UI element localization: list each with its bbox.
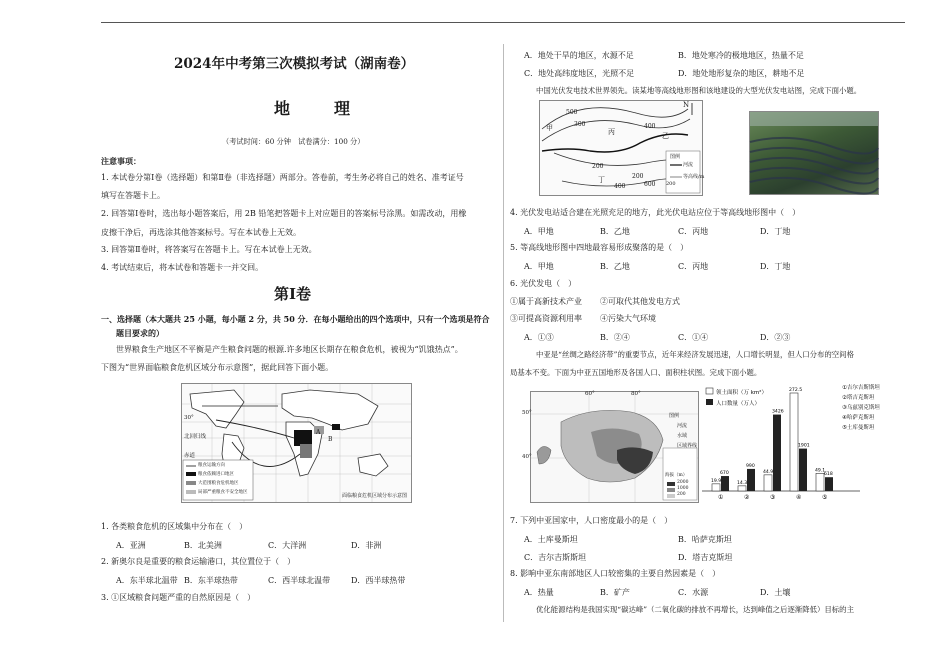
option: D．丁地: [760, 262, 791, 271]
country-name: ⑤土库曼斯坦: [842, 425, 875, 431]
lat-label: 50°: [522, 410, 532, 416]
question-stem: 7. 下列中亚国家中，人口密度最小的是（ ）: [510, 516, 673, 525]
lat-label: 30°: [184, 415, 194, 421]
bar-population-3: [773, 415, 781, 491]
passage-text: 世界粮食生产地区不平衡是产生粮食问题的根源.许多地区长期存在粮食危机，被视为“饥饿热点”。: [116, 345, 463, 354]
legend-crisis: 大范围粮食危机地区: [198, 481, 239, 486]
country-name: ②塔吉克斯坦: [842, 395, 875, 401]
place-label-yi: 乙: [662, 132, 669, 140]
legend-swatch-area: [706, 388, 713, 394]
legend-contour: 等高线/m: [683, 174, 705, 180]
legend-title: 图例: [670, 154, 681, 160]
option: B．乙地: [600, 227, 630, 236]
population-value-label: 3426: [772, 409, 784, 415]
legend-label-population: 人口数量（万人）: [716, 401, 761, 407]
legend-contour-value: 200: [666, 181, 676, 187]
category-label: ②: [744, 494, 750, 501]
note-line: 皮擦干净后，再选涂其他答案标号。写在本试卷上无效。: [101, 228, 301, 237]
question-stem: 5. 等高线地形图中四地最容易形成聚落的是（ ）: [510, 243, 689, 252]
world-food-crisis-map: [181, 383, 412, 503]
option: B．北美洲: [184, 541, 222, 550]
lat-label: 40°: [522, 454, 532, 460]
option: B．地处寒冷的极地地区，热量不足: [678, 51, 804, 60]
passage-text: 中亚是“丝绸之路经济带”的重要节点，近年来经济发展迅速，人口增长明显，但人口分布的空间格: [536, 350, 854, 359]
area-value-label: 19.9: [711, 478, 722, 484]
option: C．①④: [678, 333, 709, 342]
category-label: ①: [718, 494, 724, 501]
passage-text: 优化能源结构是我国实现“碳达峰”（二氧化碳的排放不再增长，达到峰值之后逐渐降低）目标的主: [536, 605, 854, 614]
option: A．甲地: [524, 227, 554, 236]
option: D．塔吉克斯坦: [678, 553, 733, 562]
question-stem: 6. 光伏发电（ ）: [510, 279, 577, 288]
question-stem: 8. 影响中亚东南部地区人口较密集的主要自然因素是（ ）: [510, 569, 721, 578]
country-name: ④哈萨克斯坦: [842, 415, 875, 421]
legend-river: 河流: [677, 423, 688, 429]
equator-label: 赤道: [184, 453, 196, 459]
tropic-label: 北回归线: [184, 434, 207, 440]
section-title: 第Ⅰ卷: [274, 285, 312, 303]
option: C．吉尔吉斯斯坦: [524, 553, 587, 562]
bar-area-2: [738, 486, 746, 491]
option: C．西半球北温带: [268, 576, 331, 585]
area-value-label: 14.3: [737, 480, 748, 486]
bar-population-2: [747, 469, 755, 491]
legend-river: 河流: [683, 162, 694, 168]
note-line: 1. 本试卷分第Ⅰ卷（选择题）和第Ⅱ卷（非选择题）两部分。答卷前，考生务必将自己的姓名、准考证号: [101, 173, 464, 182]
question-stem: 2. 新奥尔良是重要的粮食运输港口，其位置位于（ ）: [101, 557, 296, 566]
lon-label: 60°: [585, 391, 595, 397]
option: B．矿产: [600, 588, 630, 597]
note-line: 2. 回答第Ⅰ卷时，选出每小题答案后，用 2B 铅笔把答题卡上对应题目的答案标号涂黑。如需改动，用橡: [101, 209, 467, 218]
notes-heading: 注意事项：: [101, 156, 141, 166]
option: A．甲地: [524, 262, 554, 271]
legend-transport: 粮食运输方向: [198, 463, 225, 468]
statement: ①属于高新技术产业: [510, 297, 582, 306]
population-value-label: 618: [824, 472, 833, 478]
exam-title: 2024年中考第三次模拟考试（湖南卷）: [174, 56, 415, 72]
category-label: ④: [796, 494, 802, 501]
option: B．东半球热带: [184, 576, 238, 585]
bar-population-4: [799, 449, 807, 491]
option: C．丙地: [678, 227, 709, 236]
area-value-label: 49.1: [815, 468, 826, 474]
region-label-a: A: [316, 429, 321, 436]
question-stem: 3. ①区域粮食问题严重的自然原因是（ ）: [101, 593, 256, 602]
question-stem: 4. 光伏发电站适合建在光照充足的地方，此光伏电站应位于等高线地形图中（ ）: [510, 208, 801, 217]
column-divider: [503, 44, 504, 622]
option: C．地处高纬度地区，光照不足: [524, 69, 635, 78]
passage-text: 中国光伏发电技术世界领先。读某地等高线地形图和该地建设的大型光伏发电站图，完成下面小题。: [536, 86, 862, 95]
elevation-label: 200: [632, 173, 644, 180]
legend-import: 粮食依赖进口地区: [198, 472, 234, 477]
option: B．哈萨克斯坦: [678, 535, 732, 544]
bar-population-1: [721, 476, 729, 491]
option: B．乙地: [600, 262, 630, 271]
area-value-label: 272.5: [789, 388, 803, 393]
population-value-label: 990: [746, 463, 755, 469]
option: D．土壤: [760, 588, 791, 597]
elevation-value: 2000: [677, 480, 689, 485]
map-caption: 面临粮食危机区域分布示意图: [342, 493, 408, 499]
elevation-title: 海拔（m）: [665, 473, 688, 478]
option: C．丙地: [678, 262, 709, 271]
place-label-ding: 丁: [598, 176, 605, 184]
statement: ④污染大气环境: [600, 314, 656, 323]
area-value-label: 44.9: [763, 469, 774, 475]
bar-area-1: [712, 484, 720, 491]
option: D．②③: [760, 333, 791, 342]
top-rule: [101, 22, 905, 23]
legend-title: 图例: [669, 413, 680, 419]
region-label-b: B: [328, 436, 333, 443]
note-line: 3. 回答第Ⅱ卷时，将答案写在答题卡上。写在本试卷上无效。: [101, 245, 317, 254]
elevation-value: 1000: [677, 486, 689, 491]
legend-water: 水域: [677, 433, 688, 439]
legend-border: 区域界线: [677, 443, 698, 449]
bar-area-5: [816, 473, 824, 491]
exam-info: （考试时间：60 分钟 试卷满分：100 分）: [222, 137, 365, 146]
option: A．亚洲: [116, 541, 146, 550]
option: D．地处地形复杂的地区，耕地不足: [678, 69, 805, 78]
central-asia-terrain-map: [522, 391, 699, 503]
question-stem: 1. 各类粮食危机的区域集中分布在（ ）: [101, 522, 248, 531]
option: D．西半球热带: [351, 576, 406, 585]
option: A．土库曼斯坦: [524, 535, 578, 544]
elevation-label: 600: [644, 181, 656, 188]
legend-insecurity: 局部严重粮食不安全地区: [198, 490, 248, 495]
option: C．大洋洲: [268, 541, 307, 550]
statement: ③可提高资源利用率: [510, 314, 582, 323]
option: C．水源: [678, 588, 709, 597]
elevation-label: 500: [566, 109, 578, 116]
note-line: 4. 考试结束后，将本试卷和答题卡一并交回。: [101, 263, 264, 272]
passage-text: 局基本不变。下面为中亚五国地形及各国人口、面积柱状图。完成下面小题。: [510, 368, 762, 377]
option: A．东半球北温带: [116, 576, 178, 585]
north-arrow: N: [683, 101, 690, 109]
legend-label-area: 领土面积（万 km²）: [716, 390, 767, 396]
elevation-label: 400: [644, 123, 656, 130]
subject-title: 地 理: [274, 99, 365, 118]
elevation-label: 300: [574, 121, 586, 128]
solar-farm-photo: [749, 111, 879, 195]
section-instruction: 题目要求的）: [116, 328, 164, 338]
option: A．热量: [524, 588, 554, 597]
country-name: ③乌兹别克斯坦: [842, 405, 880, 411]
legend-swatch-population: [706, 399, 713, 405]
lon-label: 80°: [631, 391, 641, 397]
note-line: 填写在答题卡上。: [101, 191, 165, 200]
bar-area-3: [764, 475, 772, 491]
option: D．非洲: [351, 541, 382, 550]
population-value-label: 1901: [798, 443, 810, 449]
category-label: ⑤: [822, 494, 828, 501]
population-value-label: 670: [720, 471, 729, 477]
bar-chart-svg: [700, 383, 905, 501]
option: B．②④: [600, 333, 630, 342]
place-label-bing: 丙: [608, 128, 615, 136]
elevation-label: 200: [592, 163, 604, 170]
option: D．丁地: [760, 227, 791, 236]
option: A．①③: [524, 333, 554, 342]
contour-map: [539, 100, 703, 196]
bar-area-4: [790, 393, 798, 491]
passage-text: 下图为“世界面临粮食危机区域分布示意图”，据此回答下面小题。: [101, 363, 334, 372]
place-label-jia: 甲: [546, 124, 553, 132]
category-label: ③: [770, 494, 776, 501]
population-area-chart: [700, 383, 905, 501]
country-name: ①吉尔吉斯斯坦: [842, 385, 880, 391]
elevation-value: 200: [677, 492, 686, 497]
section-instruction: 一、选择题（本大题共 25 小题，每小题 2 分，共 50 分．在每小题给出的四个选项中，只有一个选项是符合: [101, 314, 490, 324]
elevation-label: 400: [614, 183, 626, 190]
statement: ②可取代其他发电方式: [600, 297, 680, 306]
bar-population-5: [825, 477, 833, 491]
option: A．地处干旱的地区，水源不足: [524, 51, 634, 60]
